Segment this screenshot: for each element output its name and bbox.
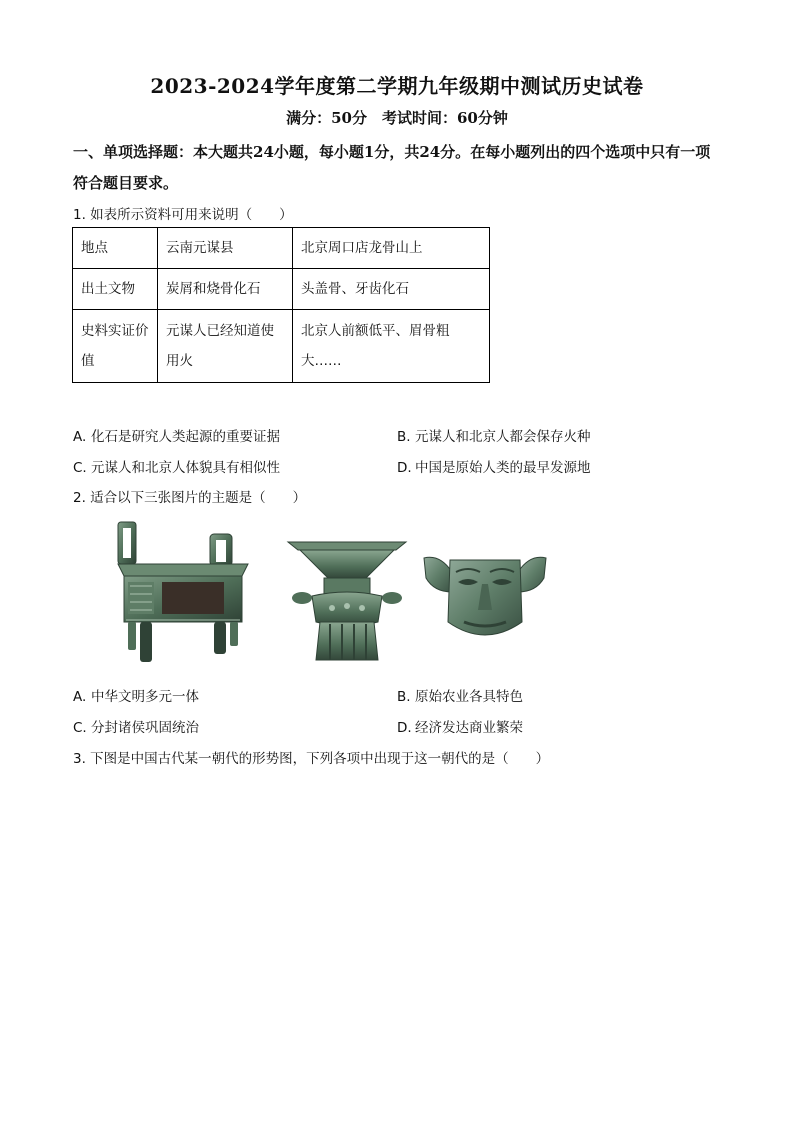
table-cell: 炭屑和烧骨化石 xyxy=(158,269,293,310)
option-d[interactable]: D. 经济发达商业繁荣 xyxy=(397,720,523,736)
table-cell: 地点 xyxy=(73,228,158,269)
question-3-stem: 3. 下图是中国古代某一朝代的形势图，下列各项中出现于这一朝代的是（ ） xyxy=(73,751,550,767)
page-title: 2023-2024学年度第二学期九年级期中测试历史试卷 xyxy=(150,74,644,98)
bronze-mask-image xyxy=(422,552,548,648)
table-row xyxy=(73,310,490,383)
question-1-table xyxy=(72,227,490,383)
table-cell: 元谋人已经知道使用火 xyxy=(158,310,293,383)
table-cell: 北京周口店龙骨山上 xyxy=(293,228,490,269)
option-c[interactable]: C. 元谋人和北京人体貌具有相似性 xyxy=(73,460,280,476)
option-b[interactable]: B. 元谋人和北京人都会保存火种 xyxy=(397,429,591,445)
table-cell: 头盖骨、牙齿化石 xyxy=(293,269,490,310)
table-cell: 史料实证价值 xyxy=(73,310,158,383)
question-1-stem: 1. 如表所示资料可用来说明（ ） xyxy=(73,207,293,223)
table-cell: 云南元谋县 xyxy=(158,228,293,269)
bronze-ding-image xyxy=(110,520,250,665)
table-cell: 北京人前额低平、眉骨粗大…… xyxy=(293,310,490,383)
option-a[interactable]: A. 化石是研究人类起源的重要证据 xyxy=(73,429,280,445)
section-heading: 一、单项选择题：本大题共24小题，每小题1分，共24分。在每小题列出的四个选项中只有一项符合题目要求。 xyxy=(73,143,711,192)
option-d[interactable]: D. 中国是原始人类的最早发源地 xyxy=(397,460,591,476)
bronze-zun-image xyxy=(286,538,408,663)
table-row xyxy=(73,269,490,310)
option-b[interactable]: B. 原始农业各具特色 xyxy=(397,689,523,705)
option-c[interactable]: C. 分封诸侯巩固统治 xyxy=(73,720,199,736)
table-row xyxy=(73,228,490,269)
table-cell: 出土文物 xyxy=(73,269,158,310)
question-2-stem: 2. 适合以下三张图片的主题是（ ） xyxy=(73,490,307,506)
option-a[interactable]: A. 中华文明多元一体 xyxy=(73,689,199,705)
exam-info: 满分：50分 考试时间：60分钟 xyxy=(286,109,508,127)
